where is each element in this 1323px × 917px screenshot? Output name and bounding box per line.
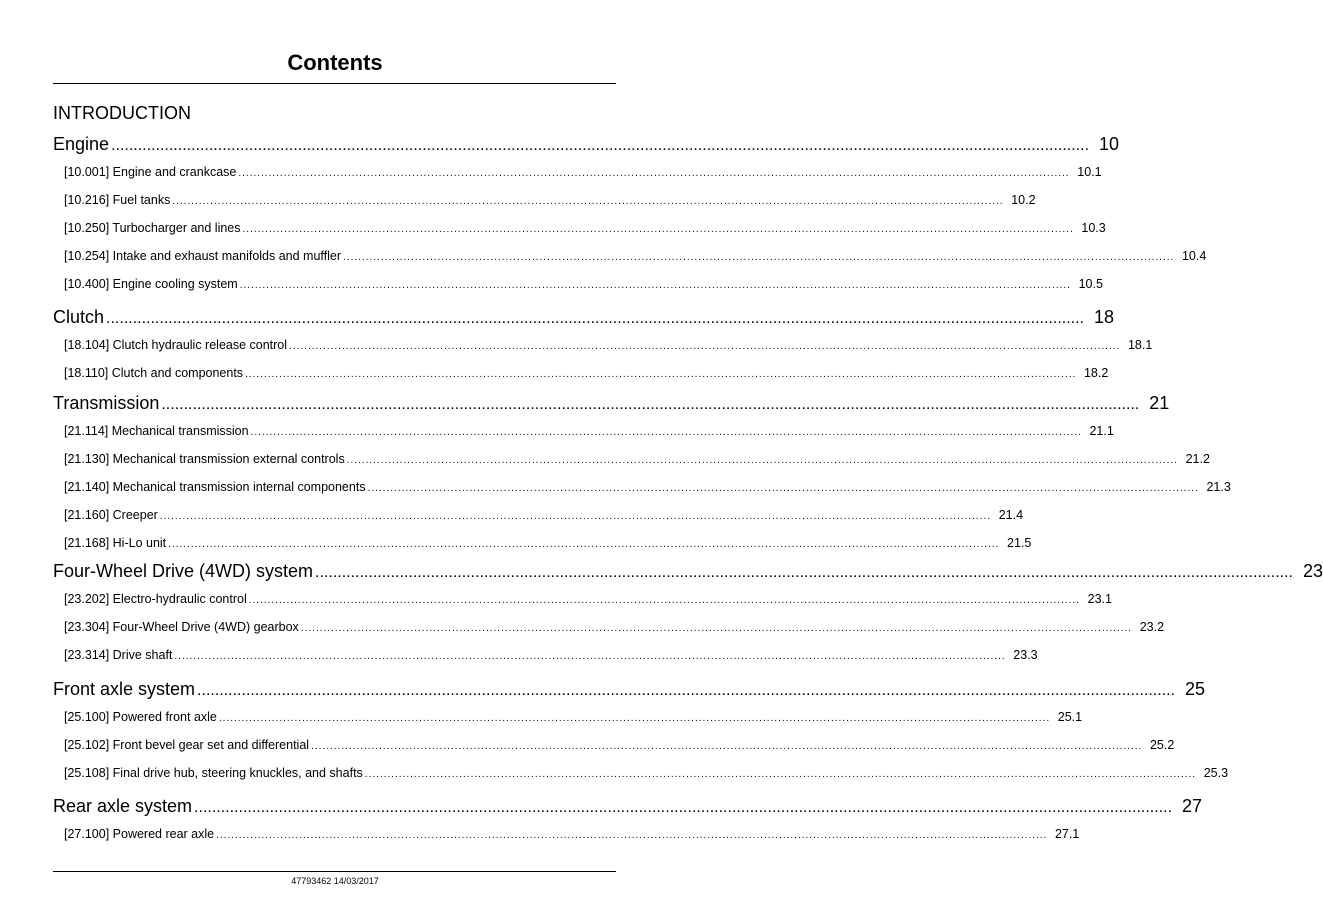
toc-entry-page: 23.1 xyxy=(1087,592,1112,606)
toc-entry-label: [21.130] Mechanical transmission external controls xyxy=(64,451,345,466)
toc-entry-page: 21.3 xyxy=(1206,479,1231,494)
toc-entry-page: 23.2 xyxy=(1139,619,1165,634)
dot-leader: ............................................................................................................................................................................................................................ xyxy=(172,195,1004,207)
toc-section-page: 25 xyxy=(1184,679,1206,699)
dot-leader: ............................................................................................................................................................................................................................ xyxy=(239,279,1071,291)
toc-entry-page: 27.1 xyxy=(1054,827,1080,841)
dot-leader: ............................................................................................................................................................................................................................ xyxy=(346,454,1178,466)
dot-leader: ............................................................................................................................................................................................................................ xyxy=(106,310,1084,327)
toc-entry-page: 10.4 xyxy=(1181,248,1207,263)
toc-section-page: 23 xyxy=(1302,561,1323,581)
toc-entry-label: [18.104] Clutch hydraulic release control xyxy=(64,338,288,352)
toc-section[interactable] xyxy=(53,678,1206,702)
toc-entry[interactable] xyxy=(64,248,1207,266)
toc-entry-label: [23.202] Electro-hydraulic control xyxy=(64,592,247,606)
toc-entry[interactable] xyxy=(64,591,1112,609)
dot-leader: ............................................................................................................................................................................................................................ xyxy=(194,799,1173,816)
dot-leader: ............................................................................................................................................................................................................................ xyxy=(248,595,1080,606)
toc-entry-page: 25.3 xyxy=(1203,765,1229,780)
toc-entry-page: 10.5 xyxy=(1078,276,1103,291)
toc-entry-page: 21.4 xyxy=(998,507,1024,522)
toc-entry-page: 25.1 xyxy=(1057,710,1083,724)
dot-leader: ............................................................................................................................................................................................................................ xyxy=(311,740,1143,752)
toc-entry-label: [25.102] Front bevel gear set and differential xyxy=(64,737,310,752)
dot-leader: ............................................................................................................................................................................................................................ xyxy=(159,510,992,522)
toc-section-page: 18 xyxy=(1093,307,1114,327)
toc-entry[interactable] xyxy=(64,826,1080,844)
toc-entry-label: [25.108] Final drive hub, steering knuckles, and shafts xyxy=(64,765,363,780)
toc-section-label: Four-Wheel Drive (4WD) system xyxy=(53,561,314,581)
toc-entry-page: 21.2 xyxy=(1185,451,1210,466)
toc-entry[interactable] xyxy=(64,507,1024,525)
footer-rule xyxy=(53,871,616,872)
toc-entry[interactable] xyxy=(64,423,1114,441)
toc-entry[interactable] xyxy=(64,619,1165,637)
toc-section-page: 10 xyxy=(1099,134,1120,154)
header-rule xyxy=(53,83,616,84)
toc-section-label: Transmission xyxy=(53,393,160,413)
dot-leader: ............................................................................................................................................................................................................................ xyxy=(161,396,1140,413)
toc-entry-label: [10.216] Fuel tanks xyxy=(64,192,171,207)
toc-entry-page: 18.2 xyxy=(1083,365,1109,380)
dot-leader: ............................................................................................................................................................................................................................ xyxy=(197,682,1176,699)
toc-entry-label: [21.114] Mechanical transmission xyxy=(64,424,249,438)
dot-leader: ............................................................................................................................................................................................................................ xyxy=(289,341,1121,352)
page-title: Contents xyxy=(287,50,383,75)
dot-leader: ............................................................................................................................................................................................................................ xyxy=(250,427,1082,438)
dot-leader: ............................................................................................................................................................................................................................ xyxy=(238,168,1070,179)
toc-section[interactable] xyxy=(53,306,1114,330)
toc-entry-page: 23.3 xyxy=(1013,647,1038,662)
toc-entry-label: [10.400] Engine cooling system xyxy=(64,276,238,291)
toc-entry-label: [25.100] Powered front axle xyxy=(64,710,217,724)
toc-entry[interactable] xyxy=(64,479,1231,497)
toc-entry-label: [10.254] Intake and exhaust manifolds and muffler xyxy=(64,248,342,263)
toc-entry-label: [23.304] Four-Wheel Drive (4WD) gearbox xyxy=(64,619,299,634)
dot-leader: ............................................................................................................................................................................................................................ xyxy=(364,768,1197,780)
dot-leader: ............................................................................................................................................................................................................................ xyxy=(315,564,1293,581)
toc-entry[interactable] xyxy=(64,164,1102,182)
toc-entry[interactable] xyxy=(64,737,1175,755)
dot-leader: ............................................................................................................................................................................................................................ xyxy=(168,538,1000,550)
toc-entry[interactable] xyxy=(64,192,1036,210)
toc-entry[interactable] xyxy=(64,451,1210,469)
toc-section-label: Front axle system xyxy=(53,679,196,699)
toc-entry-page: 10.3 xyxy=(1081,220,1106,235)
toc-entry-page: 10.2 xyxy=(1011,192,1036,207)
dot-leader: ............................................................................................................................................................................................................................ xyxy=(174,650,1006,662)
toc-section[interactable] xyxy=(53,560,1323,584)
toc-section[interactable] xyxy=(53,133,1120,157)
dot-leader: ............................................................................................................................................................................................................................ xyxy=(367,482,1199,494)
toc-entry-page: 10.1 xyxy=(1077,165,1102,179)
toc-entry[interactable] xyxy=(64,765,1229,783)
dot-leader: ............................................................................................................................................................................................................................ xyxy=(242,223,1074,235)
toc-entry-label: [10.001] Engine and crankcase xyxy=(64,165,237,179)
toc-section-page: 27 xyxy=(1181,796,1203,816)
toc-section-page: 21 xyxy=(1149,393,1170,413)
footer-text: 47793462 14/03/2017 xyxy=(291,876,379,886)
dot-leader: ............................................................................................................................................................................................................................ xyxy=(343,251,1175,263)
toc-section-label: Clutch xyxy=(53,307,105,327)
toc-entry[interactable] xyxy=(64,276,1103,294)
toc-entry[interactable] xyxy=(64,220,1106,238)
toc-entry-page: 18.1 xyxy=(1127,338,1153,352)
toc-entry[interactable] xyxy=(64,365,1109,383)
dot-leader: ............................................................................................................................................................................................................................ xyxy=(111,137,1090,154)
toc-entry-label: [10.250] Turbocharger and lines xyxy=(64,220,241,235)
toc-section-label: Engine xyxy=(53,134,110,154)
toc-entry[interactable] xyxy=(64,709,1083,727)
toc-introduction: INTRODUCTION xyxy=(53,103,191,123)
toc-entry-label: [18.110] Clutch and components xyxy=(64,365,244,380)
toc-section-label: Rear axle system xyxy=(53,796,193,816)
toc-section[interactable] xyxy=(53,392,1170,416)
toc-entry[interactable] xyxy=(64,647,1038,665)
toc-entry-page: 21.5 xyxy=(1007,535,1032,550)
toc-entry-label: [21.168] Hi-Lo unit xyxy=(64,535,167,550)
toc-entry[interactable] xyxy=(64,535,1032,553)
toc-entry[interactable] xyxy=(64,337,1153,355)
toc-entry-label: [27.100] Powered rear axle xyxy=(64,827,215,841)
dot-leader: ............................................................................................................................................................................................................................ xyxy=(216,830,1048,841)
toc-entry-label: [23.314] Drive shaft xyxy=(64,647,173,662)
toc-entry-page: 21.1 xyxy=(1089,424,1114,438)
dot-leader: ............................................................................................................................................................................................................................ xyxy=(218,713,1051,724)
toc-entry-label: [21.160] Creeper xyxy=(64,507,158,522)
dot-leader: ............................................................................................................................................................................................................................ xyxy=(300,622,1133,634)
toc-entry-page: 25.2 xyxy=(1149,737,1175,752)
toc-section[interactable] xyxy=(53,795,1203,819)
dot-leader: ............................................................................................................................................................................................................................ xyxy=(245,368,1077,380)
toc-entry-label: [21.140] Mechanical transmission internal components xyxy=(64,479,366,494)
